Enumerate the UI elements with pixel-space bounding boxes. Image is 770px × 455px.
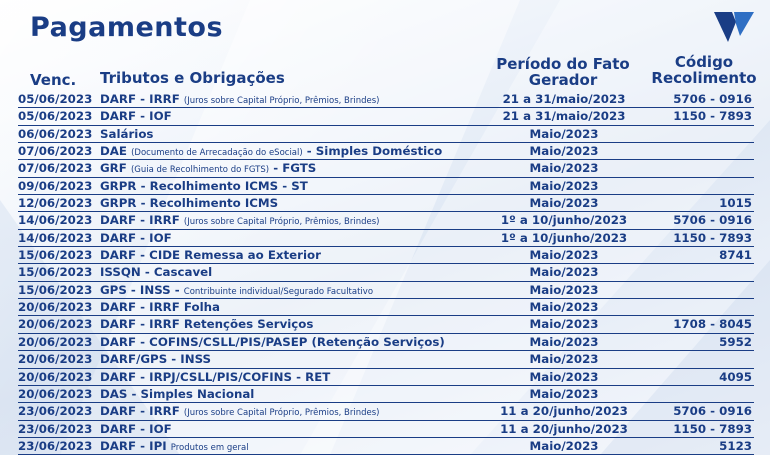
due-date: 20/06/2023	[18, 317, 93, 332]
tax-name: DARF - IRRF	[100, 92, 180, 106]
period: Maio/2023	[529, 317, 599, 332]
tax-name: DAS - Simples Nacional	[100, 386, 255, 401]
tax-name: DARF - IRRF Folha	[100, 300, 220, 315]
header-codigo-line2: Recolimento	[651, 69, 757, 87]
logo-v-icon	[712, 10, 756, 44]
period: Maio/2023	[529, 300, 599, 315]
tax-name: DARF - IRPJ/CSLL/PIS/COFINS - RET	[100, 369, 331, 384]
tax-description	[100, 282, 373, 300]
due-date: 20/06/2023	[18, 300, 93, 315]
period: Maio/2023	[529, 265, 599, 280]
due-date: 12/06/2023	[18, 196, 93, 211]
tax-description	[100, 160, 316, 178]
due-date: 15/06/2023	[18, 248, 93, 263]
page-title: Pagamentos	[30, 12, 224, 43]
table-row	[18, 195, 754, 212]
due-date: 15/06/2023	[18, 265, 93, 280]
tax-name: DARF - COFINS/CSLL/PIS/PASEP (Retenção Serviços)	[100, 334, 445, 349]
header-tributos: Tributos e Obrigações	[100, 69, 285, 87]
tax-name-tail: - Simples Doméstico	[306, 144, 443, 159]
due-date: 20/06/2023	[18, 369, 93, 384]
tax-note: Contribuinte individual/Segurado Facultativo	[183, 286, 374, 297]
tax-note: Produtos em geral	[170, 442, 249, 453]
tax-description	[100, 299, 220, 315]
due-date: 06/06/2023	[18, 126, 93, 141]
due-date: 23/06/2023	[18, 438, 93, 453]
period: Maio/2023	[529, 352, 599, 367]
due-date: 09/06/2023	[18, 178, 93, 193]
period: Maio/2023	[529, 282, 599, 297]
due-date: 14/06/2023	[18, 213, 93, 228]
tax-description	[100, 178, 308, 194]
period: 21 a 31/maio/2023	[502, 109, 626, 124]
tax-name: DARF - IPI	[100, 438, 167, 453]
payment-code: 5123	[719, 438, 752, 453]
tax-name: DARF/GPS - INSS	[100, 352, 212, 367]
tax-description	[100, 369, 330, 385]
tax-name: DARF - IRRF Retenções Serviços	[100, 317, 314, 332]
period: Maio/2023	[529, 126, 599, 141]
payment-code: 1150 - 7893	[673, 421, 752, 436]
payment-code: 1015	[719, 196, 752, 211]
tax-note: (Guia de Recolhimento do FGTS)	[130, 165, 270, 176]
table-row	[18, 247, 754, 264]
payment-code: 5952	[719, 334, 752, 349]
table-row	[18, 160, 754, 177]
period: 1º a 10/junho/2023	[500, 213, 628, 228]
due-date: 23/06/2023	[18, 404, 93, 419]
payment-code: 1150 - 7893	[673, 109, 752, 124]
due-date: 20/06/2023	[18, 334, 93, 349]
tax-note: (Juros sobre Capital Próprio, Prêmios, Brindes)	[183, 217, 380, 228]
payment-code: 5706 - 0916	[673, 92, 752, 106]
period: 21 a 31/maio/2023	[502, 92, 626, 106]
due-date: 07/06/2023	[18, 144, 93, 159]
tax-description	[100, 386, 254, 402]
period: Maio/2023	[529, 248, 599, 263]
tax-note: (Documento de Arrecadação do eSocial)	[131, 148, 303, 159]
table-row	[18, 403, 754, 420]
tax-description	[100, 230, 172, 246]
tax-description	[100, 143, 442, 161]
period: Maio/2023	[529, 144, 599, 159]
table-row	[18, 212, 754, 229]
tax-name: DARF - IRRF	[100, 213, 180, 228]
payment-code: 5706 - 0916	[673, 213, 752, 228]
due-date: 05/06/2023	[18, 92, 93, 106]
tax-name: DARF - IOF	[100, 421, 172, 436]
tax-name: ISSQN - Cascavel	[100, 265, 213, 280]
table-row	[18, 143, 754, 160]
header-periodo	[494, 56, 632, 88]
period: 11 a 20/junho/2023	[500, 404, 628, 419]
tax-name: DARF - IRRF	[100, 404, 180, 419]
table-row	[18, 230, 754, 247]
tax-name: DARF - IOF	[100, 109, 172, 124]
tax-description	[100, 108, 172, 124]
tax-description	[100, 334, 445, 350]
table-row	[18, 264, 754, 281]
table-row	[18, 299, 754, 316]
header-codigo	[650, 54, 758, 86]
tax-description	[100, 126, 153, 142]
tax-description	[100, 316, 313, 332]
tax-name: DARF - CIDE Remessa ao Exterior	[100, 248, 321, 263]
due-date: 14/06/2023	[18, 230, 93, 245]
tax-description	[100, 421, 172, 437]
period: 1º a 10/junho/2023	[500, 230, 628, 245]
table-row	[18, 108, 754, 125]
period: Maio/2023	[529, 369, 599, 384]
due-date: 20/06/2023	[18, 352, 93, 367]
table-row	[18, 421, 754, 438]
period: 11 a 20/junho/2023	[500, 421, 628, 436]
payment-code: 1150 - 7893	[673, 230, 752, 245]
tax-name: GPS - INSS -	[100, 282, 180, 297]
table-row	[18, 178, 754, 195]
due-date: 15/06/2023	[18, 282, 93, 297]
tax-description	[100, 351, 211, 367]
due-date: 07/06/2023	[18, 161, 93, 176]
table-row	[18, 351, 754, 368]
payment-code: 4095	[719, 369, 752, 384]
period: Maio/2023	[529, 161, 599, 176]
period: Maio/2023	[529, 386, 599, 401]
tax-note: (Juros sobre Capital Próprio, Prêmios, Brindes)	[183, 96, 380, 106]
tax-description	[100, 264, 212, 280]
tax-name: GRF	[100, 161, 127, 176]
table-row	[18, 334, 754, 351]
tax-note: (Juros sobre Capital Próprio, Prêmios, Brindes)	[183, 408, 380, 419]
header-periodo-line1: Período do Fato	[496, 55, 630, 73]
tax-name: DARF - IOF	[100, 230, 172, 245]
tax-description	[100, 403, 380, 421]
payment-code: 1708 - 8045	[673, 317, 752, 332]
due-date: 05/06/2023	[18, 109, 93, 124]
tax-description	[100, 247, 321, 263]
tax-description	[100, 438, 249, 455]
table-row	[18, 369, 754, 386]
table-row	[18, 316, 754, 333]
payments-table	[18, 91, 754, 455]
payment-code: 5706 - 0916	[673, 404, 752, 419]
period: Maio/2023	[529, 178, 599, 193]
table-row	[18, 386, 754, 403]
table-row	[18, 91, 754, 108]
payment-code: 8741	[719, 248, 752, 263]
tax-name-tail: - FGTS	[273, 161, 317, 176]
period: Maio/2023	[529, 196, 599, 211]
header-venc: Venc.	[30, 71, 77, 89]
tax-name: GRPR - Recolhimento ICMS	[100, 196, 279, 211]
period: Maio/2023	[529, 438, 599, 453]
table-row	[18, 126, 754, 143]
header-codigo-line1: Código	[674, 53, 734, 71]
tax-name: Salários	[100, 126, 154, 141]
due-date: 20/06/2023	[18, 386, 93, 401]
tax-name: DAE	[100, 144, 127, 159]
table-row	[18, 282, 754, 299]
tax-description	[100, 195, 278, 211]
period: Maio/2023	[529, 334, 599, 349]
tax-description	[100, 91, 380, 109]
header-periodo-line2: Gerador	[528, 71, 598, 89]
table-row	[18, 438, 754, 455]
tax-description	[100, 212, 380, 230]
tax-name: GRPR - Recolhimento ICMS - ST	[100, 178, 308, 193]
due-date: 23/06/2023	[18, 421, 93, 436]
